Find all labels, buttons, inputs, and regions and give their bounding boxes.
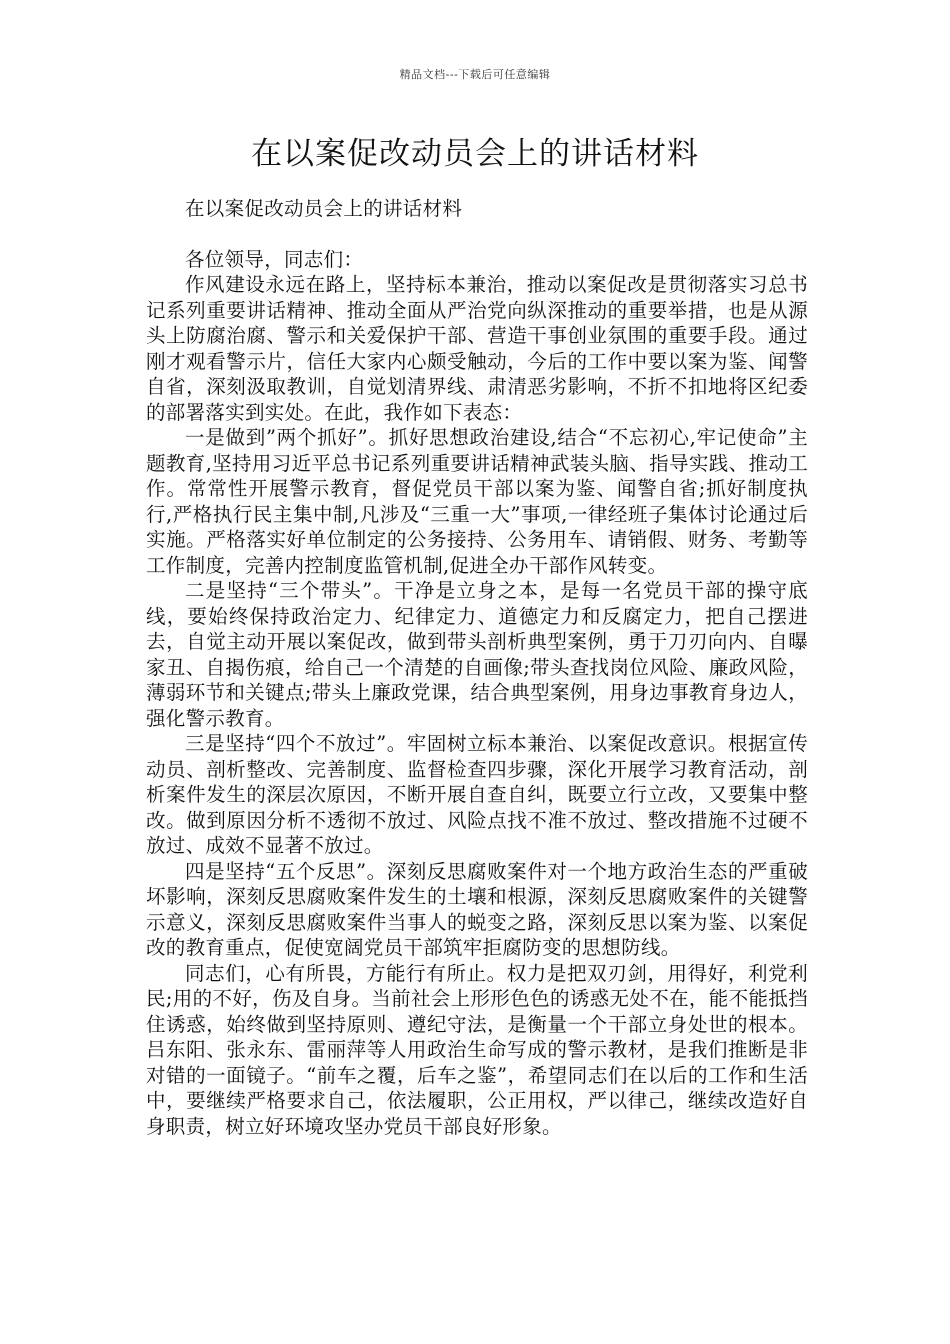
paragraph: 四是坚持“五个反思”。深刻反思腐败案件对一个地方政治生态的严重破坏影响，深刻反思腐败案件发生的土壤和根源，深刻反思腐败案件的关键警示意义，深刻反思腐败案件当事人的蜕变之路，深刻反思以案为鉴、以案促改的教育重点，促使宽阔党员干部筑牢拒腐防变的思想防线。 xyxy=(146,859,808,959)
paragraph: 作风建设永远在路上，坚持标本兼治，推动以案促改是贯彻落实习总书记系列重要讲话精神、推动全面从严治党向纵深推动的重要举措，也是从源头上防腐治腐、警示和关爱保护干部、营造干事创业氛围的重要手段。通过刚才观看警示片，信任大家内心颇受触动，今后的工作中要以案为鉴、闻警自省，深刻汲取教训，自觉划清界线、肃清恶劣影响，不折不扣地将区纪委的部署落实到实处。在此，我作如下表态： xyxy=(146,273,808,424)
header-note: 精品文档---下载后可任意编辑 xyxy=(399,68,551,81)
paragraph: 同志们，心有所畏，方能行有所止。权力是把双刃剑，用得好，利党利民;用的不好，伤及自身。当前社会上形形色色的诱惑无处不在，能不能抵挡住诱惑，始终做到坚持原则、遵纪守法，是衡量一个干部立身处世的根本。吕东阳、张永东、雷丽萍等人用政治生命写成的警示教材，是我们推断是非对错的一面镜子。“前车之覆，后车之鉴”，希望同志们在以后的工作和生活中，要继续严格要求自己，依法履职，公正用权，严以律己，继续改造好自身职责，树立好环境攻坚办党员干部良好形象。 xyxy=(146,961,808,1138)
page-title: 在以案促改动员会上的讲话材料 xyxy=(251,136,699,172)
paragraph: 一是做到”两个抓好”。抓好思想政治建设,结合“不忘初心,牢记使命”主题教育,坚持用习近平总书记系列重要讲话精神武装头脑、指导实践、推动工作。常常性开展警示教育，督促党员干部以案为鉴、闻警自省;抓好制度执行,严格执行民主集中制,凡涉及“三重一大”事项,一律经班子集体讨论通过后实施。严格落实好单位制定的公务接持、公务用车、请销假、财务、考勤等工作制度，完善内控制度监管机制,促进全办干部作风转变。 xyxy=(146,426,808,577)
greeting: 各位领导，同志们： xyxy=(185,247,364,271)
document-body xyxy=(146,196,808,1139)
paragraph: 三是坚持“四个不放过”。牢固树立标本兼治、以案促改意识。根据宣传动员、剖析整改、完善制度、监督检查四步骤，深化开展学习教育活动，剖析案件发生的深层次原因，不断开展自查自纠，既要立行立改，又要集中整改。做到原因分析不透彻不放过、风险点找不准不放过、整改措施不过硬不放过、成效不显著不放过。 xyxy=(146,732,808,857)
paragraph: 二是坚持“三个带头”。干净是立身之本，是每一名党员干部的操守底线，要始终保持政治定力、纪律定力、道德定力和反腐定力，把自己摆进去，自觉主动开展以案促改，做到带头剖析典型案例，勇于刀刃向内、自曝家丑、自揭伤痕，给自己一个清楚的自画像;带头查找岗位风险、廉政风险，薄弱环节和关键点;带头上廉政党课，结合典型案例，用身边事教育身边人，强化警示教育。 xyxy=(146,579,808,730)
document-subtitle: 在以案促改动员会上的讲话材料 xyxy=(185,197,463,220)
